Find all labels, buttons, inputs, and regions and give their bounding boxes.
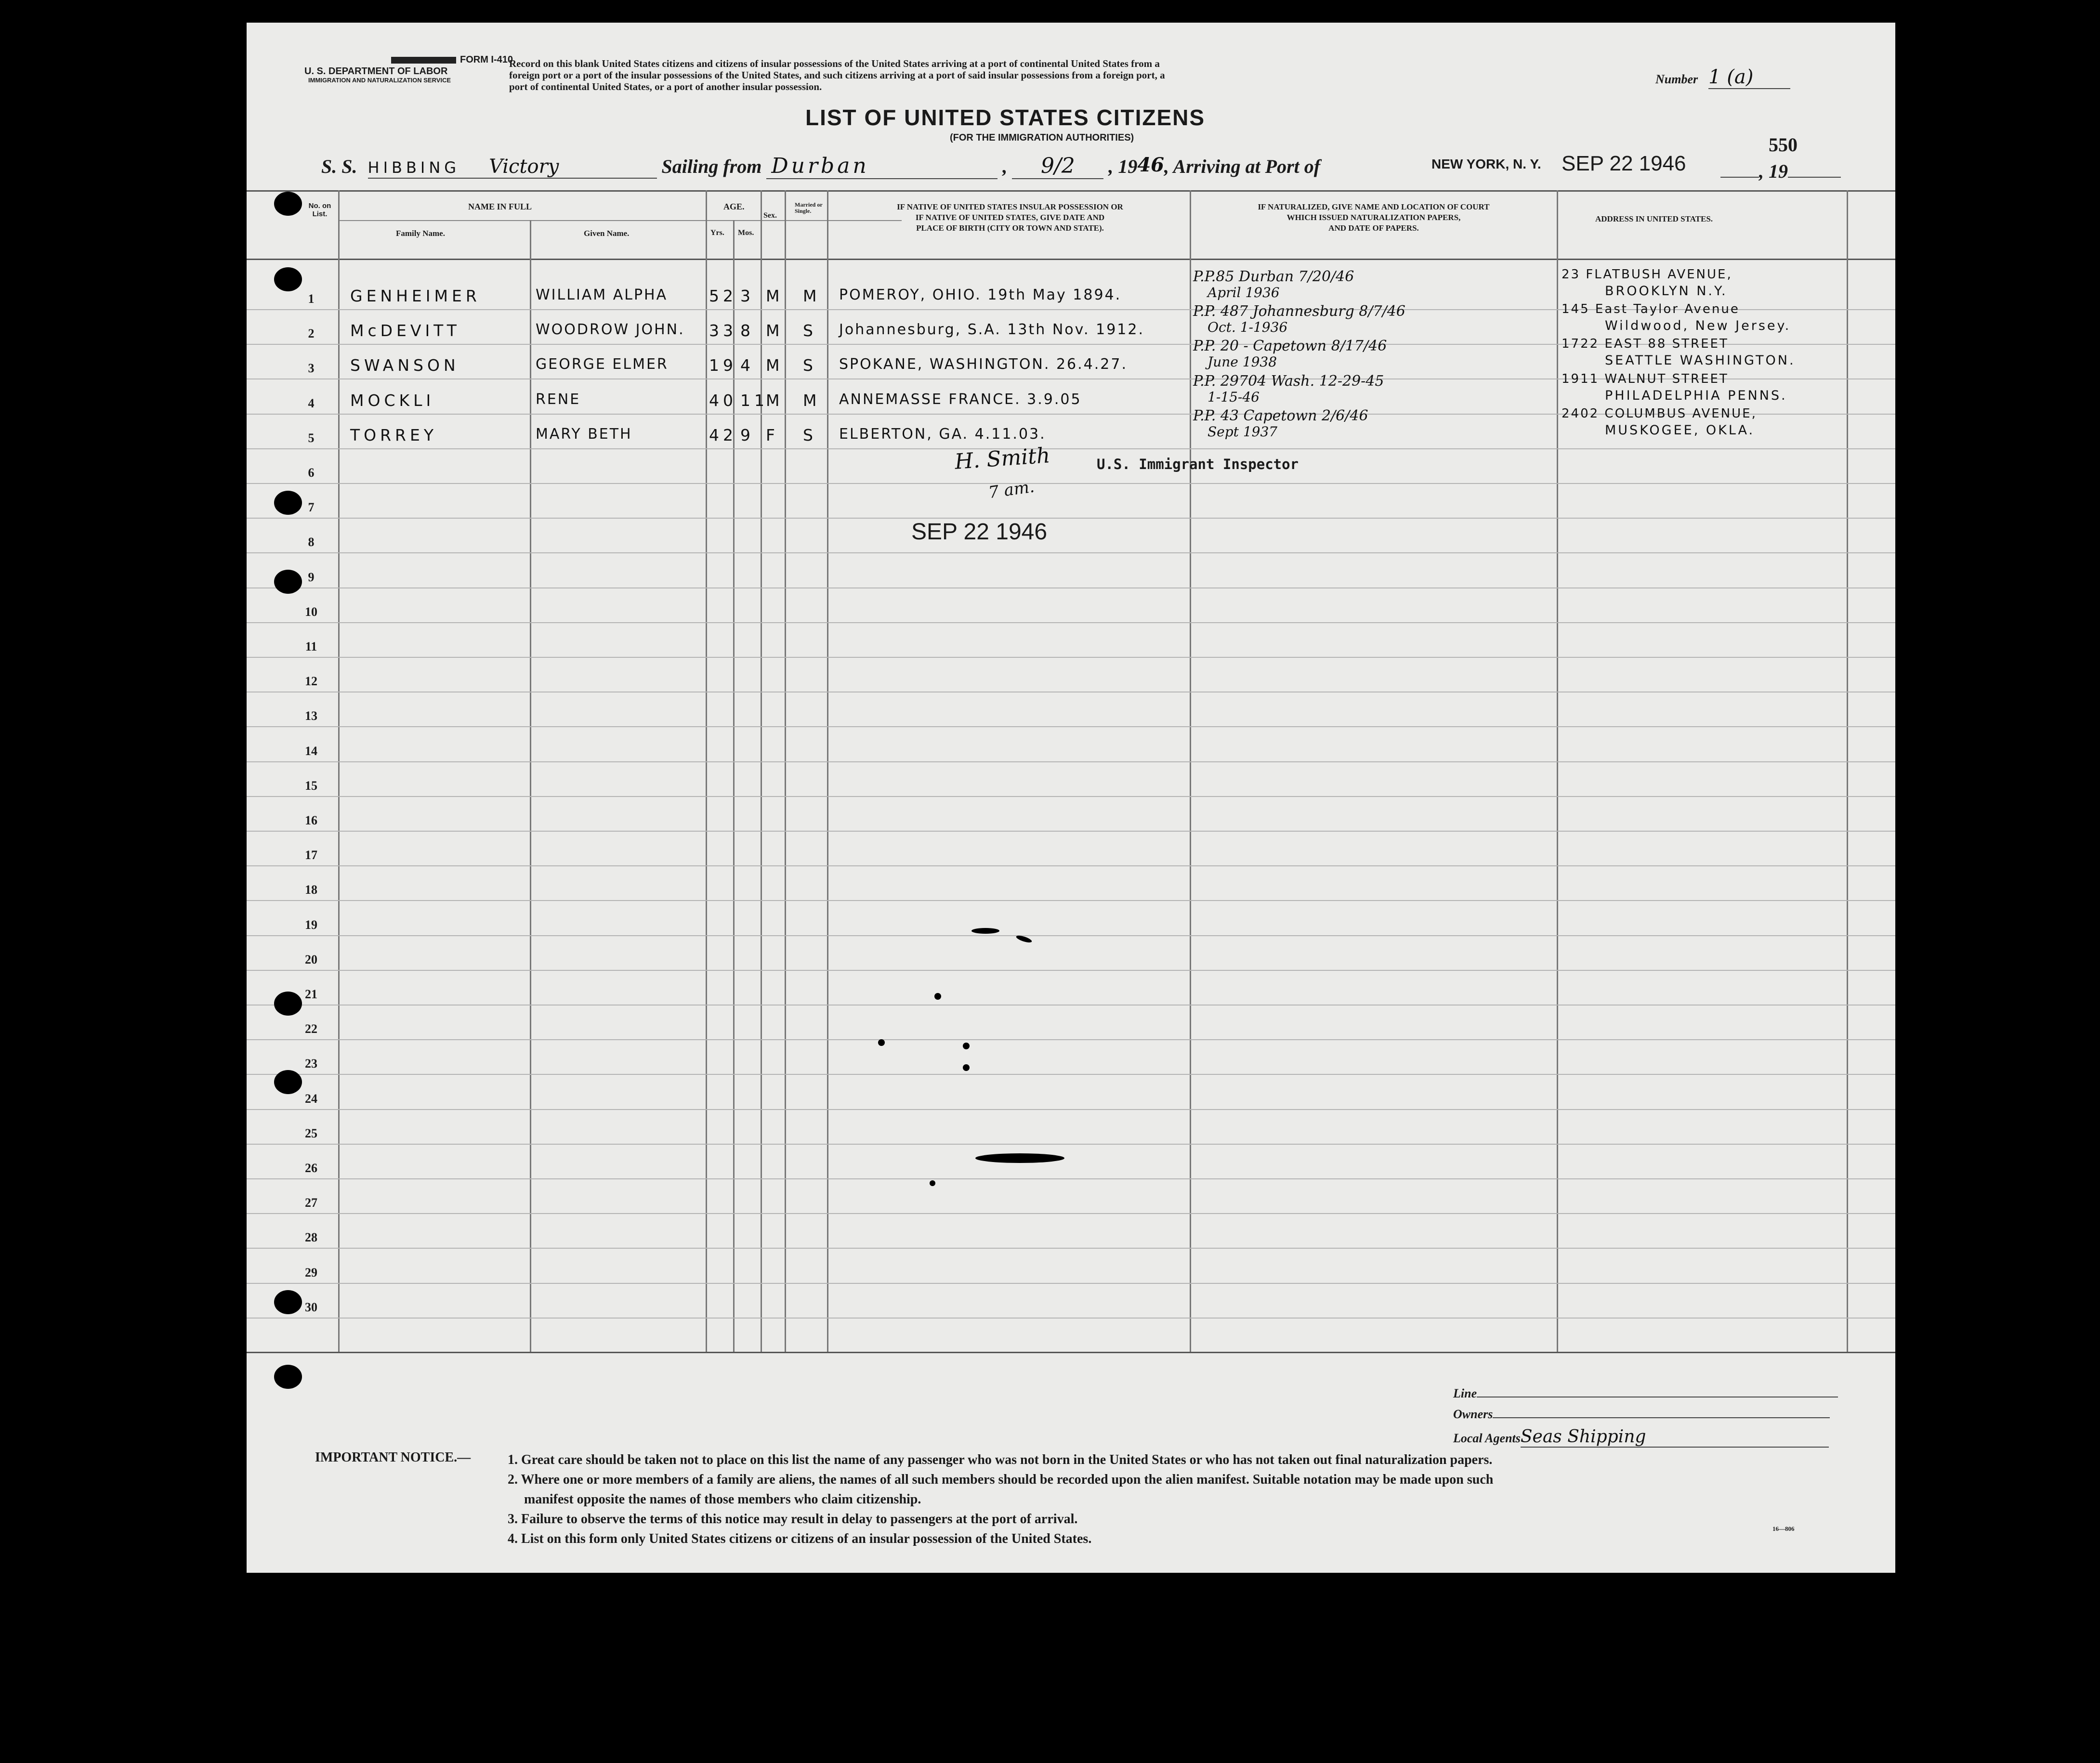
col-header-sex: Sex. bbox=[763, 211, 777, 220]
inspector-signature: H. Smith bbox=[954, 443, 1051, 474]
row-rule bbox=[247, 726, 1895, 727]
age-months: 9 bbox=[740, 426, 754, 444]
sailing-label: Sailing from bbox=[661, 156, 762, 177]
birthplace: Johannesburg, S.A. 13th Nov. 1912. bbox=[839, 321, 1145, 338]
col-header-given: Given Name. bbox=[584, 229, 630, 238]
row-number: 9 bbox=[308, 570, 315, 584]
naturalization-date: Oct. 1-1936 bbox=[1208, 319, 1288, 335]
row-number: 1 bbox=[308, 292, 315, 306]
given-name: WILLIAM ALPHA bbox=[536, 287, 668, 303]
col-header-marital: Married or Single. bbox=[795, 201, 823, 214]
column-divider bbox=[785, 190, 786, 1352]
col-header-age: AGE. bbox=[723, 202, 745, 211]
row-rule bbox=[247, 552, 1895, 553]
age-years: 42 bbox=[709, 426, 737, 444]
col-header-naturalized: IF NATURALIZED, GIVE NAME AND LOCATION OF COURT WHICH ISSUED NATURALIZATION PAPERS, AND DATE OF PAPERS. bbox=[1258, 202, 1490, 233]
family-name: TORREY bbox=[350, 426, 437, 444]
ink-mark bbox=[971, 928, 999, 934]
col-header-no: No. on List. bbox=[308, 202, 331, 218]
row-rule bbox=[247, 1109, 1895, 1110]
address-city: SEATTLE WASHINGTON. bbox=[1605, 353, 1796, 368]
marital-status: S bbox=[803, 321, 817, 340]
row-rule bbox=[247, 1144, 1895, 1145]
page-number: 550 bbox=[1769, 134, 1798, 156]
row-number: 14 bbox=[305, 744, 317, 758]
inspector-title: U.S. Immigrant Inspector bbox=[1097, 456, 1299, 472]
arriving-label: Arriving at Port of bbox=[1173, 156, 1321, 177]
service-name: IMMIGRATION AND NATURALIZATION SERVICE bbox=[308, 77, 451, 84]
row-rule bbox=[247, 761, 1895, 762]
col-header-birthplace: IF NATIVE OF UNITED STATES INSULAR POSSESSION OR IF NATIVE OF UNITED STATES, GIVE DATE AND PLACE OF BIRTH (CITY OR TOWN AND STATE). bbox=[897, 202, 1123, 233]
birthplace: SPOKANE, WASHINGTON. 26.4.27. bbox=[839, 356, 1128, 373]
row-rule bbox=[247, 1005, 1895, 1006]
row-number: 29 bbox=[305, 1266, 317, 1280]
marital-status: S bbox=[803, 426, 817, 444]
row-rule bbox=[247, 796, 1895, 797]
row-rule bbox=[247, 622, 1895, 623]
address-line: 145 East Taylor Avenue bbox=[1562, 302, 1740, 316]
age-months: 3 bbox=[740, 287, 754, 305]
column-divider bbox=[1847, 190, 1848, 1352]
row-number: 21 bbox=[305, 987, 317, 1001]
row-rule bbox=[247, 1074, 1895, 1075]
row-number: 3 bbox=[308, 361, 315, 375]
instruction-line: Record on this blank United States citizens and citizens of insular possessions of the United States arriving at a port of continental United States from a bbox=[509, 58, 1160, 69]
sex: M bbox=[766, 287, 784, 305]
number-field bbox=[1655, 66, 1790, 89]
naturalization-papers: P.P. 487 Johannesburg 8/7/46 bbox=[1193, 303, 1405, 320]
age-months: 11 bbox=[740, 391, 768, 410]
row-rule bbox=[247, 1283, 1895, 1284]
ink-mark bbox=[963, 1043, 970, 1049]
ink-mark bbox=[878, 1039, 885, 1046]
ink-mark bbox=[963, 1064, 970, 1071]
row-number: 16 bbox=[305, 813, 317, 827]
arrival-date-stamp: SEP 22 1946 bbox=[1562, 152, 1686, 175]
binder-hole bbox=[274, 1290, 302, 1314]
ss-label: S. S. bbox=[321, 156, 357, 177]
header-bottom-rule bbox=[247, 259, 1895, 260]
given-name: RENE bbox=[536, 391, 581, 408]
row-number: 25 bbox=[305, 1126, 317, 1140]
notice-item: 2. Where one or more members of a family are aliens, the names of all such members should be recorded upon the alien manifest. Suitable notation may be made upon such bbox=[508, 1472, 1494, 1487]
naturalization-date: June 1938 bbox=[1208, 354, 1277, 370]
binder-hole bbox=[274, 1365, 302, 1389]
row-number: 12 bbox=[305, 674, 317, 688]
naturalization-date: April 1936 bbox=[1208, 285, 1280, 300]
row-rule bbox=[247, 865, 1895, 866]
page-title: LIST OF UNITED STATES CITIZENS bbox=[805, 105, 1206, 130]
row-number: 15 bbox=[305, 779, 317, 793]
col-header-address: ADDRESS IN UNITED STATES. bbox=[1595, 214, 1713, 223]
instruction-line: port of continental United States, or a port of another insular possession. bbox=[509, 81, 822, 92]
arrival-port: NEW YORK, N. Y. bbox=[1431, 157, 1541, 171]
column-divider bbox=[733, 220, 735, 1352]
given-name: WOODROW JOHN. bbox=[536, 321, 685, 338]
binder-hole bbox=[274, 267, 302, 291]
marital-status: M bbox=[803, 287, 821, 305]
owners-field: Owners bbox=[1453, 1407, 1830, 1422]
address-line: 1911 WALNUT STREET bbox=[1562, 372, 1729, 386]
sex: M bbox=[766, 321, 784, 340]
row-number: 2 bbox=[308, 326, 315, 340]
col-header-family: Family Name. bbox=[396, 229, 445, 238]
row-rule bbox=[247, 970, 1895, 971]
row-number: 26 bbox=[305, 1161, 317, 1175]
row-rule bbox=[247, 448, 1895, 449]
naturalization-papers: P.P.85 Durban 7/20/46 bbox=[1193, 268, 1354, 285]
naturalization-papers: P.P. 43 Capetown 2/6/46 bbox=[1193, 407, 1368, 424]
age-years: 52 bbox=[709, 287, 737, 305]
department-name: U. S. DEPARTMENT OF LABOR bbox=[304, 66, 448, 77]
family-name: MOCKLI bbox=[350, 391, 435, 410]
row-number: 4 bbox=[308, 396, 315, 410]
row-rule bbox=[247, 900, 1895, 901]
row-rule bbox=[247, 483, 1895, 484]
row-number: 22 bbox=[305, 1022, 317, 1036]
address-line: 2402 COLUMBUS AVENUE, bbox=[1562, 406, 1757, 421]
birthplace: ELBERTON, GA. 4.11.03. bbox=[839, 426, 1046, 443]
naturalization-date: Sept 1937 bbox=[1208, 424, 1278, 440]
inspector-time-note: 7 am. bbox=[987, 477, 1036, 503]
column-divider bbox=[706, 190, 707, 1352]
col-header-yrs: Yrs. bbox=[710, 229, 724, 237]
address-line: 1722 EAST 88 STREET bbox=[1562, 337, 1729, 351]
address-city: Wildwood, New Jersey. bbox=[1605, 318, 1791, 333]
arrival-year: , 19 bbox=[1720, 160, 1841, 183]
form-number: FORM I-410 bbox=[391, 54, 513, 65]
address-city: MUSKOGEE, OKLA. bbox=[1605, 423, 1755, 438]
age-years: 40 bbox=[709, 391, 737, 410]
number-label: Number bbox=[1655, 72, 1698, 86]
sailing-year: 1946 bbox=[1118, 154, 1165, 177]
family-name: GENHEIMER bbox=[350, 287, 481, 305]
number-value: 1 (a) bbox=[1708, 66, 1790, 89]
notice-item: 3. Failure to observe the terms of this notice may result in delay to passengers at the port of arrival. bbox=[508, 1512, 1078, 1527]
sex: F bbox=[766, 426, 779, 444]
row-number: 28 bbox=[305, 1230, 317, 1244]
row-number: 8 bbox=[308, 535, 315, 549]
table-top-border bbox=[247, 190, 1895, 192]
binder-hole bbox=[274, 1070, 302, 1094]
row-rule bbox=[247, 657, 1895, 658]
notice-item: manifest opposite the names of those members who claim citizenship. bbox=[524, 1492, 921, 1507]
notice-item: 4. List on this form only United States citizens or citizens of an insular possession of the United States. bbox=[508, 1531, 1092, 1546]
family-name: SWANSON bbox=[350, 356, 459, 375]
age-years: 33 bbox=[709, 321, 737, 340]
local-agents-field: Local AgentsSeas Shipping bbox=[1453, 1427, 1829, 1448]
row-number: 10 bbox=[305, 605, 317, 619]
row-number: 6 bbox=[308, 466, 315, 480]
binder-hole bbox=[274, 491, 302, 515]
col-header-name: NAME IN FULL bbox=[468, 202, 532, 211]
address-city: BROOKLYN N.Y. bbox=[1605, 284, 1728, 299]
row-rule bbox=[247, 1178, 1895, 1179]
binder-hole bbox=[274, 570, 302, 594]
notice-title: IMPORTANT NOTICE.— bbox=[315, 1450, 471, 1465]
sex: M bbox=[766, 391, 784, 410]
given-name: GEORGE ELMER bbox=[536, 356, 669, 373]
record-instructions bbox=[509, 58, 1165, 92]
marital-status: M bbox=[803, 391, 821, 410]
address-city: PHILADELPHIA PENNS. bbox=[1605, 388, 1787, 403]
row-number: 7 bbox=[308, 500, 315, 514]
local-agents-value: Seas Shipping bbox=[1521, 1427, 1829, 1448]
notice-list bbox=[508, 1450, 1493, 1549]
row-rule bbox=[247, 935, 1895, 936]
notice-item: 1. Great care should be taken not to place on this list the name of any passenger who was not born in the United States or who has not taken out final naturalization papers. bbox=[508, 1452, 1493, 1467]
column-divider bbox=[1557, 190, 1558, 1352]
row-rule bbox=[247, 1318, 1895, 1319]
ink-mark bbox=[930, 1180, 935, 1186]
column-divider bbox=[827, 190, 828, 1352]
family-name: McDEVITT bbox=[350, 321, 460, 340]
sailing-port: Durban bbox=[766, 154, 998, 179]
binder-hole bbox=[274, 192, 302, 216]
column-divider bbox=[530, 220, 531, 1352]
table-bottom-rule bbox=[247, 1352, 1895, 1353]
ink-mark bbox=[975, 1153, 1064, 1163]
column-divider bbox=[761, 190, 762, 1352]
ink-mark bbox=[934, 993, 941, 1000]
naturalization-date: 1-15-46 bbox=[1208, 389, 1260, 405]
instruction-line: foreign port or a port of the insular possessions of the United States, and such citizens arriving at a port of said insular possessions from a foreign port, a bbox=[509, 69, 1165, 81]
manifest-sheet bbox=[247, 23, 1895, 1573]
row-number: 27 bbox=[305, 1196, 317, 1210]
row-number: 17 bbox=[305, 848, 317, 862]
row-number: 30 bbox=[305, 1300, 317, 1314]
column-divider bbox=[1190, 190, 1191, 1352]
row-rule bbox=[247, 1213, 1895, 1214]
name-header-rule bbox=[338, 220, 902, 221]
column-divider bbox=[338, 190, 340, 1352]
row-number: 20 bbox=[305, 953, 317, 966]
naturalization-papers: P.P. 29704 Wash. 12-29-45 bbox=[1193, 373, 1384, 390]
marital-status: S bbox=[803, 356, 817, 375]
sex: M bbox=[766, 356, 784, 375]
row-number: 23 bbox=[305, 1057, 317, 1071]
birthplace: POMEROY, OHIO. 19th May 1894. bbox=[839, 287, 1122, 303]
row-rule bbox=[247, 1039, 1895, 1040]
age-months: 4 bbox=[740, 356, 754, 375]
row-number: 18 bbox=[305, 883, 317, 897]
line-field: Line bbox=[1453, 1386, 1838, 1401]
birthplace: ANNEMASSE FRANCE. 3.9.05 bbox=[839, 391, 1082, 408]
row-rule bbox=[247, 518, 1895, 519]
address-line: 23 FLATBUSH AVENUE, bbox=[1562, 267, 1732, 282]
row-rule bbox=[247, 831, 1895, 832]
binder-hole bbox=[274, 992, 302, 1016]
inspection-date-stamp: SEP 22 1946 bbox=[911, 519, 1048, 545]
row-number: 11 bbox=[305, 640, 317, 653]
row-rule bbox=[247, 1248, 1895, 1249]
age-years: 19 bbox=[709, 356, 737, 375]
given-name: MARY BETH bbox=[536, 426, 632, 443]
print-code: 16—806 bbox=[1772, 1525, 1795, 1532]
voyage-line: S. S. HIBBING Victory Sailing from Durban , 9/2 , 1946, Arriving at Port of bbox=[321, 154, 1321, 178]
row-number: 24 bbox=[305, 1092, 317, 1106]
page-subtitle: (FOR THE IMMIGRATION AUTHORITIES) bbox=[950, 132, 1134, 143]
naturalization-papers: P.P. 20 - Capetown 8/17/46 bbox=[1193, 338, 1387, 354]
row-number: 5 bbox=[308, 431, 315, 445]
col-header-mos: Mos. bbox=[738, 229, 754, 237]
row-number: 13 bbox=[305, 709, 317, 723]
age-months: 8 bbox=[740, 321, 754, 340]
sailing-date: 9/2 bbox=[1012, 154, 1103, 179]
row-number: 19 bbox=[305, 918, 317, 932]
ship-name: HIBBING Victory bbox=[368, 155, 657, 179]
